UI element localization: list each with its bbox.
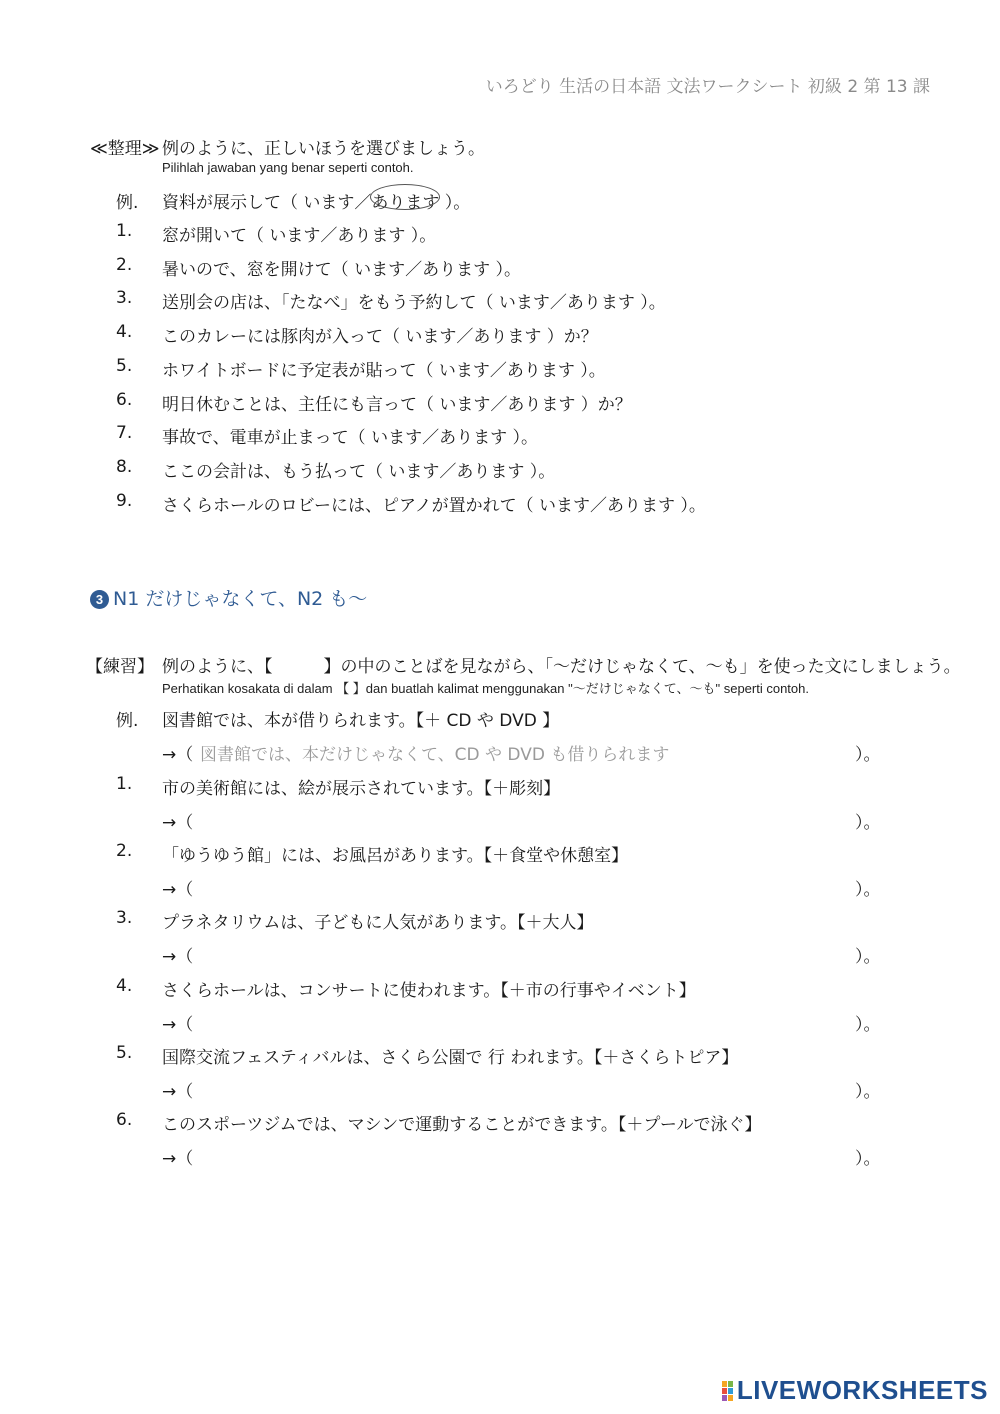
item-sentence: このカレーには豚肉が入って（ います／あります ）か？ bbox=[162, 327, 598, 347]
answer-circle bbox=[370, 184, 440, 210]
section3-instruction-indonesian: Perhatikan kosakata di dalam 【 】dan buatlah kalimat menggunakan "〜だけじゃなくて、〜も" seperti contoh. bbox=[162, 681, 809, 696]
answer-blank[interactable] bbox=[200, 1077, 840, 1099]
liveworksheets-logo bbox=[722, 1375, 988, 1406]
item-sentence: 国際交流フェスティバルは、さくら公園で 行 われます。【＋さくらトピア】 bbox=[162, 1048, 739, 1068]
item-number: 1. bbox=[116, 221, 133, 241]
item-number: 2. bbox=[116, 255, 133, 275]
example-label: 例. bbox=[116, 711, 139, 731]
answer-open: →（ bbox=[162, 813, 194, 833]
item-sentence: 市の美術館には、絵が展示されています。【＋彫刻】 bbox=[162, 779, 561, 799]
item-number: 4. bbox=[116, 976, 133, 996]
answer-close: ）。 bbox=[855, 947, 881, 967]
liveworksheets-mark-icon bbox=[722, 1381, 733, 1401]
answer-blank[interactable] bbox=[200, 808, 840, 830]
item-sentence: ここの会計は、もう払って（ います／あります ）。 bbox=[162, 462, 556, 482]
answer-close: ）。 bbox=[855, 880, 881, 900]
item-number: 4. bbox=[116, 322, 133, 342]
item-number: 8. bbox=[116, 457, 133, 477]
item-sentence: 事故で、電車が止まって（ います／あります ）。 bbox=[162, 428, 538, 448]
item-number: 5. bbox=[116, 1043, 133, 1063]
item-sentence: プラネタリウムは、子どもに人気があります。【＋大人】 bbox=[162, 913, 594, 933]
item-number: 3. bbox=[116, 908, 133, 928]
section1-instruction: 例のように、正しいほうを選びましょう。 bbox=[162, 139, 485, 159]
answer-open: →（ bbox=[162, 880, 194, 900]
item-sentence: さくらホールのロビーには、ピアノが置かれて（ います／あります ）。 bbox=[162, 496, 706, 516]
answer-open: →（ bbox=[162, 1082, 194, 1102]
item-sentence: 暑いので、窓を開けて（ います／あります ）。 bbox=[162, 260, 521, 280]
item-sentence: このスポーツジムでは、マシンで運動することができます。【＋プールで泳ぐ】 bbox=[162, 1115, 762, 1135]
example-sentence: 図書館では、本が借りられます。【＋ CD や DVD 】 bbox=[162, 711, 560, 731]
item-number: 3. bbox=[116, 288, 133, 308]
answer-blank[interactable] bbox=[200, 875, 840, 897]
item-number: 9. bbox=[116, 491, 133, 511]
answer-open: →（ bbox=[162, 947, 194, 967]
section3-title bbox=[90, 584, 367, 611]
item-number: 1. bbox=[116, 774, 133, 794]
item-number: 5. bbox=[116, 356, 133, 376]
item-sentence: さくらホールは、コンサートに使われます。【＋市の行事やイベント】 bbox=[162, 981, 696, 1001]
item-sentence: 明日休むことは、主任にも言って（ います／あります ）か？ bbox=[162, 395, 632, 415]
answer-blank[interactable] bbox=[200, 1144, 840, 1166]
answer-blank[interactable] bbox=[200, 1010, 840, 1032]
logo-text: LIVEWORKSHEETS bbox=[736, 1375, 988, 1405]
answer-close: ）。 bbox=[855, 1015, 881, 1035]
example-label: 例. bbox=[116, 193, 139, 213]
answer-blank[interactable] bbox=[200, 942, 840, 964]
item-number: 7. bbox=[116, 423, 133, 443]
item-number: 6. bbox=[116, 1110, 133, 1130]
item-sentence: 窓が開いて（ います／あります ）。 bbox=[162, 226, 437, 246]
answer-close: ）。 bbox=[855, 813, 881, 833]
section-tag-seiri: ≪整理≫ bbox=[90, 139, 160, 159]
section3-instruction: 例のように、【 】の中のことばを見ながら、「〜だけじゃなくて、〜も」を使った文にしましょう。 bbox=[162, 657, 961, 677]
answer-open: →（ bbox=[162, 1015, 194, 1035]
item-number: 6. bbox=[116, 390, 133, 410]
section3-title-text: N1 だけじゃなくて、N2 も〜 bbox=[113, 588, 368, 610]
item-sentence: 送別会の店は、「たなべ」をもう予約して（ います／あります ）。 bbox=[162, 293, 666, 313]
answer-close: ）。 bbox=[855, 1149, 881, 1169]
answer-close: ）。 bbox=[855, 745, 881, 765]
answer-close: ）。 bbox=[855, 1082, 881, 1102]
section-tag-renshu: 【練習】 bbox=[86, 657, 154, 677]
example-answer: 図書館では、本だけじゃなくて、CD や DVD も借りられます bbox=[200, 745, 670, 765]
section-number-badge: 3 bbox=[90, 590, 109, 609]
example-sentence: 資料が展示して（ います／あります ）。 bbox=[162, 193, 471, 213]
answer-open: →（ bbox=[162, 1149, 194, 1169]
item-sentence: ホワイトボードに予定表が貼って（ います／あります ）。 bbox=[162, 361, 606, 381]
section1-instruction-indonesian: Pilihlah jawaban yang benar seperti contoh. bbox=[162, 160, 414, 175]
answer-open: →（ bbox=[162, 745, 194, 765]
item-number: 2. bbox=[116, 841, 133, 861]
item-sentence: 「ゆうゆう館」には、お風呂があります。【＋食堂や休憩室】 bbox=[162, 846, 629, 866]
worksheet-header: いろどり 生活の日本語 文法ワークシート 初級 2 第 13 課 bbox=[485, 77, 930, 97]
